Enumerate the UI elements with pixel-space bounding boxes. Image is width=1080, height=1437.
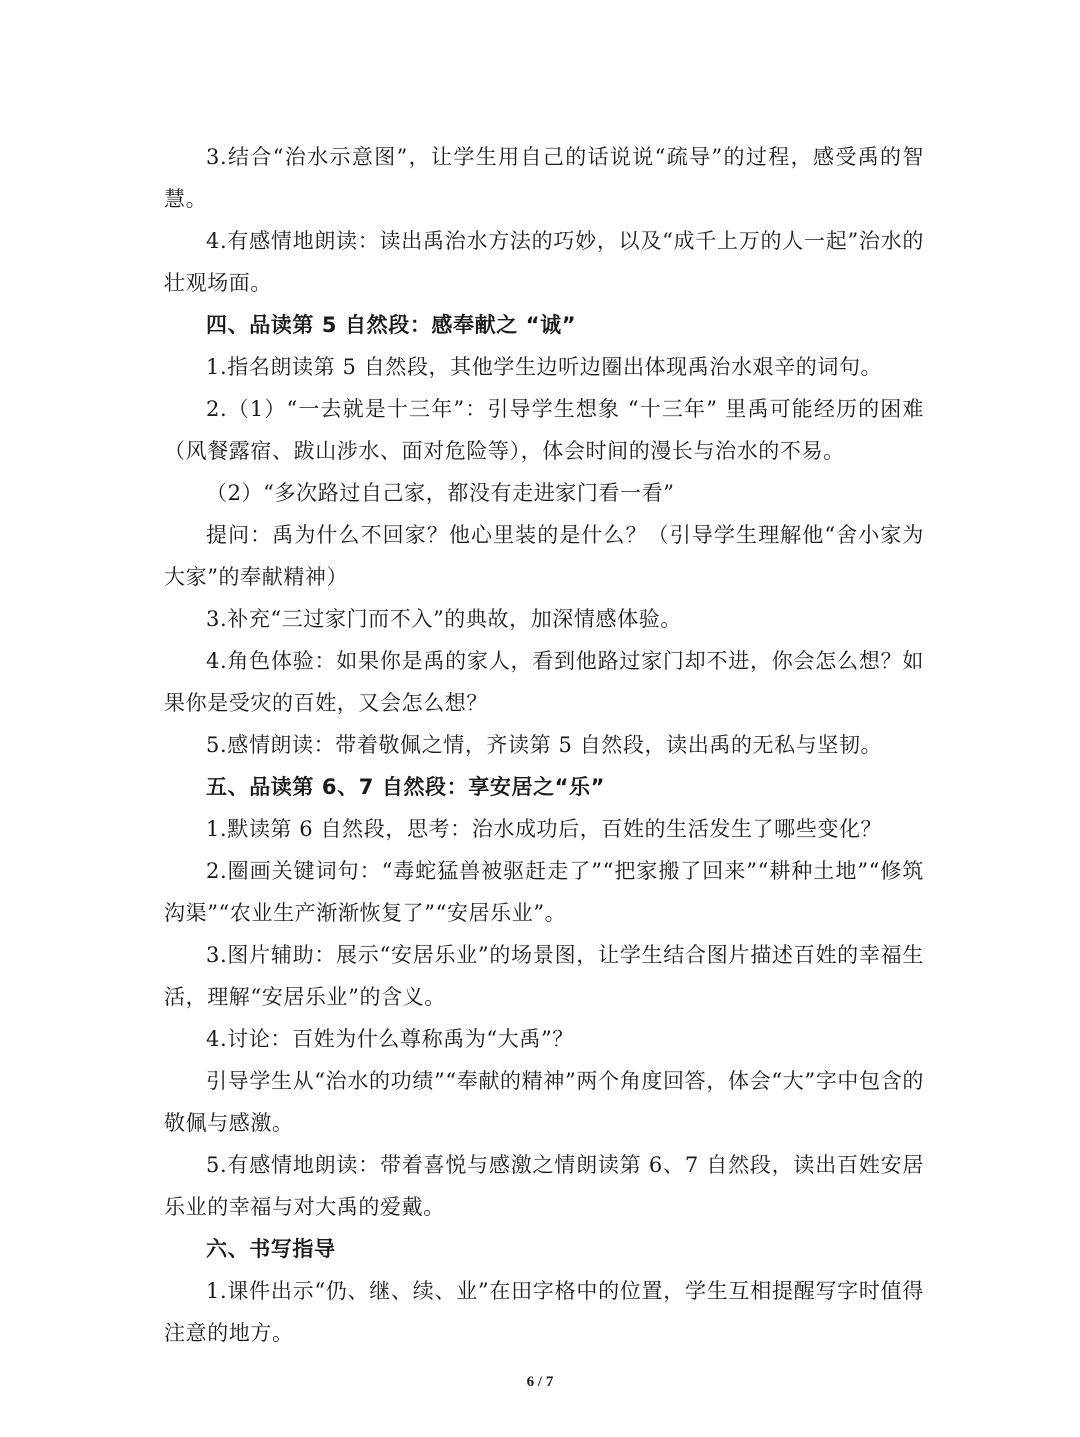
paragraph: 提问：禹为什么不回家？他心里装的是什么？（引导学生理解他“舍小家为大家”的奉献精神） [164,523,924,589]
paragraph: 引导学生从“治水的功绩”“奉献的精神”两个角度回答，体会“大”字中包含的敬佩与感激。 [164,1069,924,1135]
paragraph: 2.圈画关键词句：“毒蛇猛兽被驱赶走了”“把家搬了回来”“耕种土地”“修筑沟渠”“农业生产渐渐恢复了”“安居乐业”。 [164,859,924,925]
section-heading: 五、品读第 6、7 自然段：享安居之“乐” [206,775,606,799]
paragraph: 3.图片辅助：展示“安居乐业”的场景图，让学生结合图片描述百姓的幸福生活，理解“安居乐业”的含义。 [164,943,924,1009]
section-heading: 四、品读第 5 自然段：感奉献之 “诚” [206,313,577,337]
paragraph: 3.结合“治水示意图”，让学生用自己的话说说“疏导”的过程，感受禹的智慧。 [164,145,924,211]
page-number: 6 / 7 [526,1374,554,1390]
paragraph: 5.感情朗读：带着敬佩之情，齐读第 5 自然段，读出禹的无私与坚韧。 [206,733,883,757]
paragraph: （2）“多次路过自己家，都没有走进家门看一看” [206,481,675,505]
paragraph: 1.课件出示“仍、继、续、业”在田字格中的位置，学生互相提醒写字时值得注意的地方。 [164,1279,924,1345]
paragraph: 4.有感情地朗读：读出禹治水方法的巧妙，以及“成千上万的人一起”治水的壮观场面。 [164,229,924,295]
paragraph: 4.讨论：百姓为什么尊称禹为“大禹”？ [206,1027,574,1051]
paragraph: 1.指名朗读第 5 自然段，其他学生边听边圈出体现禹治水艰辛的词句。 [206,355,883,379]
paragraph: 1.默读第 6 自然段，思考：治水成功后，百姓的生活发生了哪些变化？ [206,817,883,841]
paragraph: 3.补充“三过家门而不入”的典故，加深情感体验。 [206,607,682,631]
paragraph: 4.角色体验：如果你是禹的家人，看到他路过家门却不进，你会怎么想？如果你是受灾的百姓，又会怎么想？ [164,649,924,715]
document-body [164,136,924,1354]
paragraph: 2.（1）“一去就是十三年”：引导学生想象 “十三年” 里禹可能经历的困难（风餐露宿、跋山涉水、面对危险等），体会时间的漫长与治水的不易。 [164,397,924,463]
section-heading: 六、书写指导 [206,1237,336,1261]
paragraph: 5.有感情地朗读：带着喜悦与感激之情朗读第 6、7 自然段，读出百姓安居乐业的幸福与对大禹的爱戴。 [164,1153,924,1219]
